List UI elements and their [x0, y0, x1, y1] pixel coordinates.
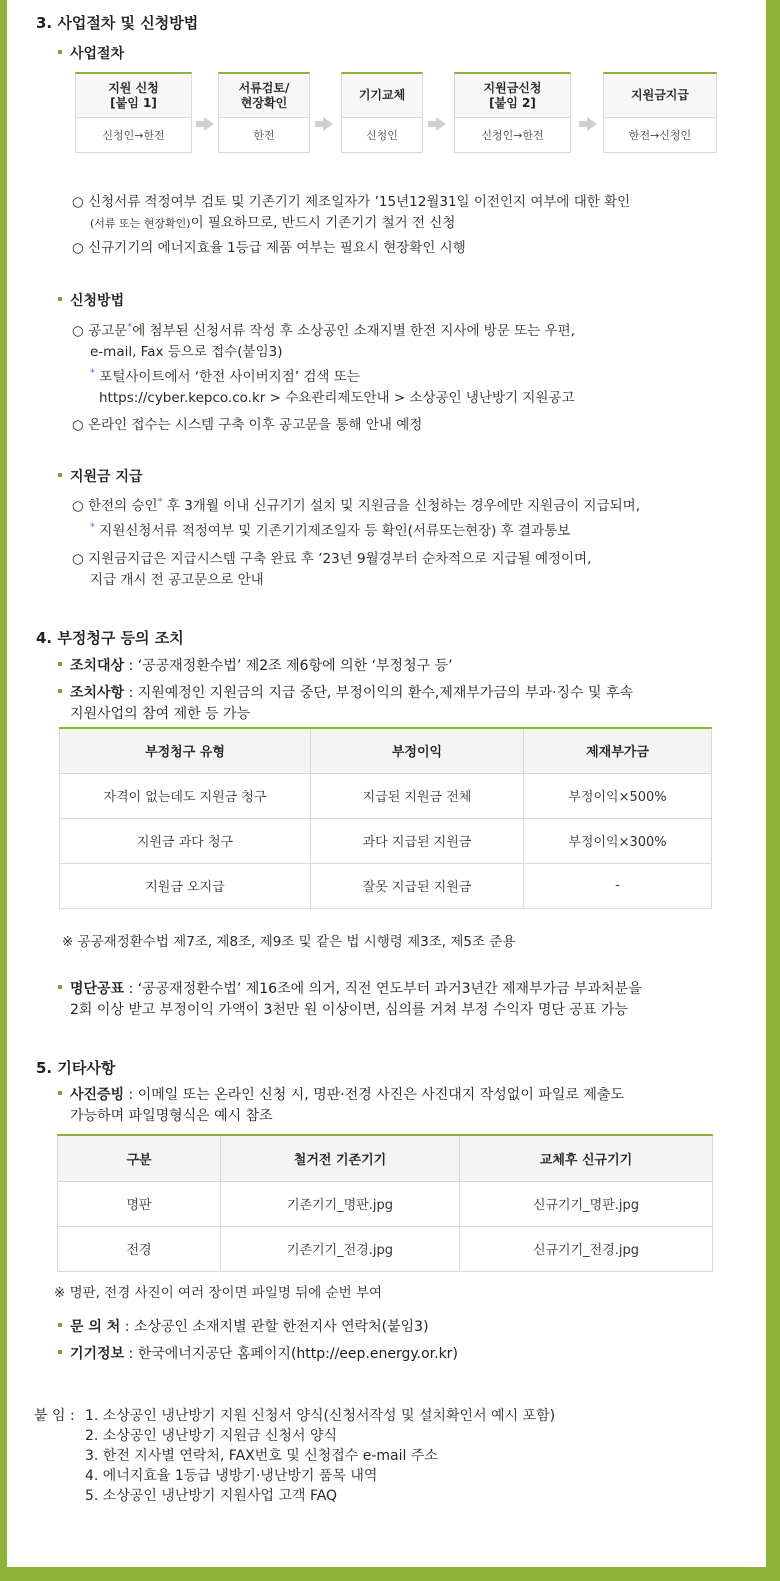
- table-cell: 지원금 과다 청구: [60, 818, 311, 863]
- bullet-marker: [58, 1323, 62, 1327]
- table-cell: -: [524, 863, 712, 908]
- bullet-marker: [58, 985, 62, 989]
- page-frame-left: [0, 0, 7, 1581]
- table-cell: 기존기기_명판.jpg: [221, 1181, 460, 1226]
- attachment-item: 2. 소상공인 냉난방기 지원금 신청서 양식: [85, 1428, 337, 1444]
- bullet-marker: [58, 1091, 62, 1095]
- table-cell: 신규기기_전경.jpg: [460, 1226, 713, 1271]
- attachment-item: 4. 에너지효율 1등급 냉방기·냉난방기 품목 내역: [85, 1468, 378, 1484]
- publish-line-cont: 2회 이상 받고 부정이익 가액이 3천만 원 이상이면, 심의를 거쳐 부정 수익자 명단 공표 가능: [70, 1002, 628, 1018]
- apply-line-3: * 포털사이트에서 ‘한전 사이버지점’ 검색 또는: [90, 367, 360, 385]
- apply-line-5: ○ 온라인 접수는 시스템 구축 이후 공고문을 통해 안내 예정: [72, 417, 423, 433]
- attachments-label: 붙 임 :: [34, 1408, 75, 1424]
- apply-line-2: e-mail, Fax 등으로 접수(붙임3): [90, 344, 283, 360]
- table-cell: 명판: [58, 1181, 221, 1226]
- table-cell: 신규기기_명판.jpg: [460, 1181, 713, 1226]
- photo-proof-line: 사진증빙 : 이메일 또는 온라인 신청 시, 명판·전경 사진은 사진대지 작성없이 파일로 제출도: [58, 1084, 624, 1104]
- payment-line-2: * 지원신청서류 적정여부 및 기존기기제조일자 등 확인(서류또는현장) 후 결과통보: [90, 521, 571, 539]
- penalty-table: [59, 727, 712, 909]
- table-row: [60, 863, 712, 908]
- process-step-3: 기기교체 신청인: [341, 72, 423, 153]
- photo-table: [57, 1134, 713, 1272]
- apply-heading: 신청방법: [58, 290, 124, 310]
- contact-line: 문 의 처 : 소상공인 소재지별 관할 한전지사 연락처(붙임3): [58, 1316, 429, 1336]
- process-arrow-icon: [587, 117, 597, 131]
- section-4-title: 4. 부정청구 등의 조치: [36, 629, 184, 647]
- photo-header-new: 교체후 신규기기: [460, 1135, 713, 1181]
- photo-header-type: 구분: [58, 1135, 221, 1181]
- page-frame-bottom: [0, 1567, 780, 1581]
- process-arrow-icon: [323, 117, 333, 131]
- payment-line-3: ○ 지원금지급은 지급시스템 구축 완료 후 ’23년 9월경부터 순차적으로 지급될 예정이며,: [72, 551, 592, 567]
- bullet-marker: [58, 689, 62, 693]
- action-detail-line: 조치사항 : 지원예정인 지원금의 지급 중단, 부정이익의 환수,제재부가금의 부과·징수 및 후속: [58, 682, 633, 702]
- attachment-item: 1. 소상공인 냉난방기 지원 신청서 양식(신청서작성 및 설치확인서 예시 포함): [85, 1408, 556, 1424]
- law-note: ※ 공공재정환수법 제7조, 제8조, 제9조 및 같은 법 시행령 제3조, 제5조 준용: [62, 934, 516, 950]
- photo-note: ※ 명판, 전경 사진이 여러 장이면 파일명 뒤에 순번 부여: [54, 1285, 383, 1301]
- table-cell: 지급된 지원금 전체: [311, 773, 524, 818]
- table-row: [60, 818, 712, 863]
- section-5-title: 5. 기타사항: [36, 1059, 116, 1077]
- equipment-info-line: 기기정보 : 한국에너지공단 홈페이지(http://eep.energy.or.kr): [58, 1343, 458, 1363]
- attachment-item: 3. 한전 지사별 연락처, FAX번호 및 신청접수 e-mail 주소: [85, 1448, 438, 1464]
- process-arrow-icon: [204, 117, 214, 131]
- table-row: [60, 773, 712, 818]
- action-detail-cont: 지원사업의 참여 제한 등 가능: [70, 706, 251, 722]
- process-step-2: 서류검토/ 현장확인 한전: [218, 72, 310, 153]
- apply-line-1: ○ 공고문*에 첨부된 신청서류 작성 후 소상공인 소재지별 한전 지사에 방문 또는 우편,: [72, 321, 575, 339]
- bullet-marker: [58, 662, 62, 666]
- process-note-1-cont: (서류 또는 현장확인)이 필요하므로, 반드시 기존기기 철거 전 신청: [90, 215, 456, 231]
- table-cell: 잘못 지급된 지원금: [311, 863, 524, 908]
- page-frame-right: [766, 0, 780, 1581]
- process-note-1: ○ 신청서류 적정여부 검토 및 기존기기 제조일자가 ’15년12월31일 이전인지 여부에 대한 확인: [72, 194, 631, 210]
- bullet-marker: [58, 473, 62, 477]
- table-cell: 기존기기_전경.jpg: [221, 1226, 460, 1271]
- document-page: [7, 0, 766, 1567]
- table-row: [58, 1226, 713, 1271]
- table-cell: 부정이익×300%: [524, 818, 712, 863]
- bullet-marker: [58, 50, 62, 54]
- table-cell: 지원금 오지급: [60, 863, 311, 908]
- penalty-header-gain: 부정이익: [311, 728, 524, 773]
- apply-url-line: https://cyber.kepco.co.kr > 수요관리제도안내 > 소상공인 냉난방기 지원공고: [99, 390, 575, 406]
- publish-line: 명단공표 : ‘공공재정환수법’ 제16조에 의거, 직전 연도부터 과거3년간 제재부가금 부과처분을: [58, 978, 642, 998]
- process-step-1: 지원 신청 [붙임 1] 신청인→한전: [75, 72, 192, 153]
- bullet-marker: [58, 1350, 62, 1354]
- payment-line-4: 지급 개시 전 공고문으로 안내: [90, 572, 264, 588]
- process-step-5: 지원금지급 한전→신청인: [603, 72, 717, 153]
- process-step-4: 지원금신청 [붙임 2] 신청인→한전: [454, 72, 571, 153]
- table-row: [58, 1181, 713, 1226]
- action-target-line: 조치대상 : ‘공공재정환수법’ 제2조 제6항에 의한 ‘부정청구 등’: [58, 655, 453, 675]
- process-arrow-icon: [436, 117, 446, 131]
- attachment-item: 5. 소상공인 냉난방기 지원사업 고객 FAQ: [85, 1488, 338, 1504]
- table-cell: 자격이 없는데도 지원금 청구: [60, 773, 311, 818]
- process-note-2: ○ 신규기기의 에너지효율 1등급 제품 여부는 필요시 현장확인 시행: [72, 240, 466, 256]
- bullet-marker: [58, 297, 62, 301]
- table-cell: 부정이익×500%: [524, 773, 712, 818]
- photo-proof-cont: 가능하며 파일명형식은 예시 참조: [70, 1108, 273, 1124]
- penalty-header-surcharge: 제재부가금: [524, 728, 712, 773]
- section-3-title: 3. 사업절차 및 신청방법: [36, 14, 199, 32]
- payment-heading: 지원금 지급: [58, 466, 143, 486]
- payment-line-1: ○ 한전의 승인* 후 3개월 이내 신규기기 설치 및 지원금을 신청하는 경우에만 지원금이 지급되며,: [72, 496, 640, 514]
- table-cell: 과다 지급된 지원금: [311, 818, 524, 863]
- photo-header-old: 철거전 기존기기: [221, 1135, 460, 1181]
- table-cell: 전경: [58, 1226, 221, 1271]
- process-heading: 사업절차: [58, 43, 124, 63]
- penalty-header-type: 부정청구 유형: [60, 728, 311, 773]
